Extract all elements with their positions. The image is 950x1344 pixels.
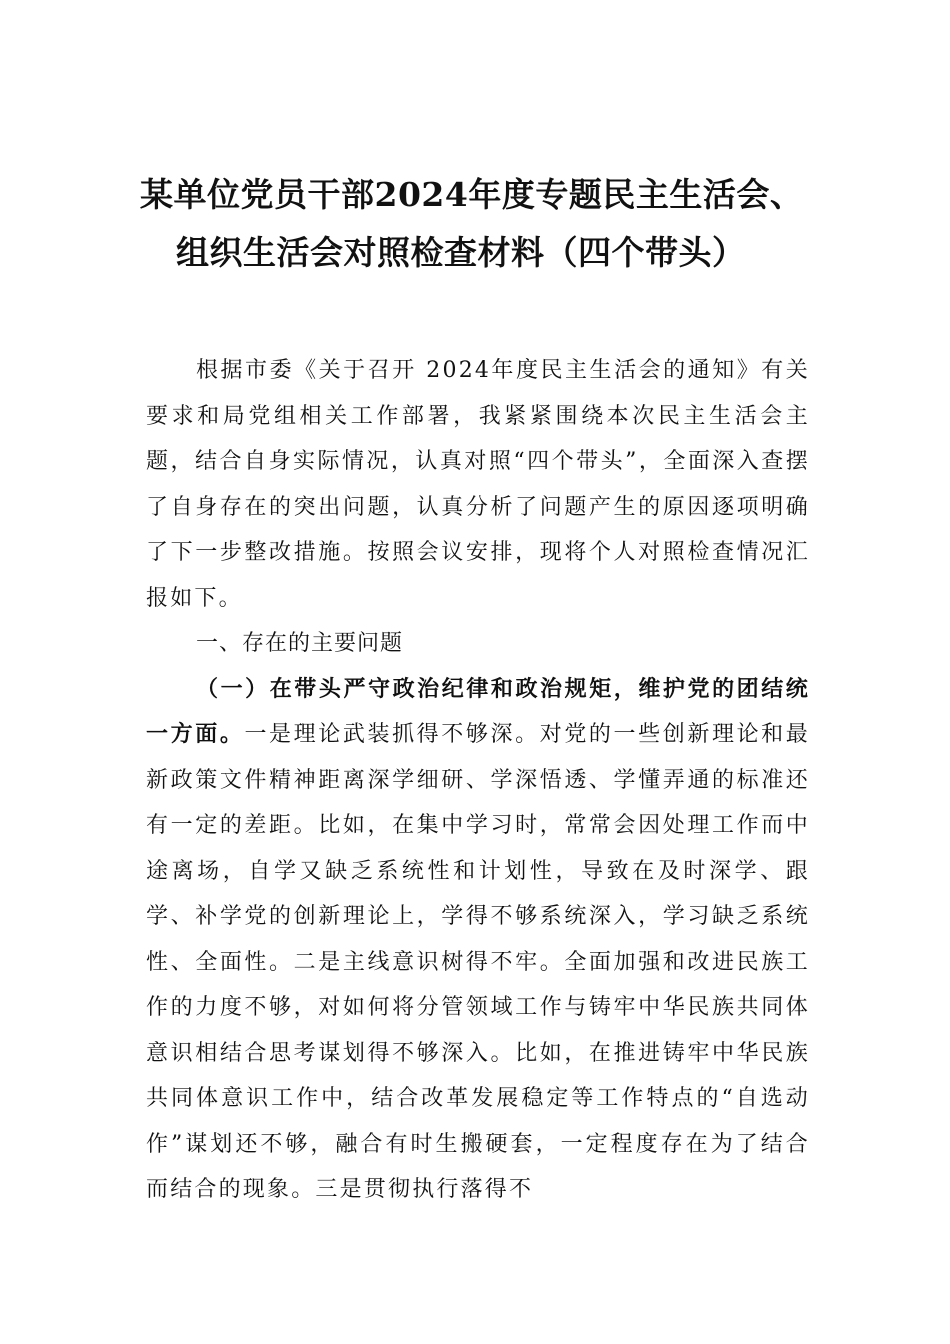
section-heading-problems: 一、存在的主要问题 [196, 631, 404, 656]
subsection-body-text: 一是理论武装抓得不够深。对党的一些创新理论和最新政策文件精神距离深学细研、学深悟透、学懂弄通的标准还有一定的差距。比如，在集中学习时，常常会因处理工作而中途离场，自学又缺乏系统性和计划性，导致在及时深学、跟学、补学党的创新理论上，学得不够系统深入，学习缺乏系统性、全面性。二是主线意识树得不牢。全面加强和改进民族工作的力度不够，对如何将分管领域工作与铸牢中华民族共同体意识相结合思考谋划得不够深入。比如，在推进铸牢中华民族共同体意识工作中，结合改革发展稳定等工作特点的“自选动作”谋划还不够，融合有时生搬硬套，一定程度存在为了结合而结合的现象。三是贯彻执行落得不 [146, 722, 810, 1202]
intro-paragraph: 根据市委《关于召开 2024年度民主生活会的通知》有关要求和局党组相关工作部署，我紧紧围绕本次民主生活会主题，结合自身实际情况，认真对照“四个带头”，全面深入查摆了自身存在的突出问题，认真分析了问题产生的原因逐项明确了下一步整改措施。按照会议安排，现将个人对照检查情况汇报如下。 [146, 358, 810, 611]
subsection-heading: （一）在带头严守政治纪律和政治规矩，维护党的团结统一方面。 [146, 675, 810, 747]
document-title [140, 166, 830, 282]
document-body [146, 348, 810, 1213]
title-line-1: 某单位党员干部2024年度专题民主生活会、 [140, 175, 804, 214]
title-line-2: 组织生活会对照检查材料（四个带头） [176, 233, 746, 272]
subsection-paragraph [146, 667, 810, 1213]
